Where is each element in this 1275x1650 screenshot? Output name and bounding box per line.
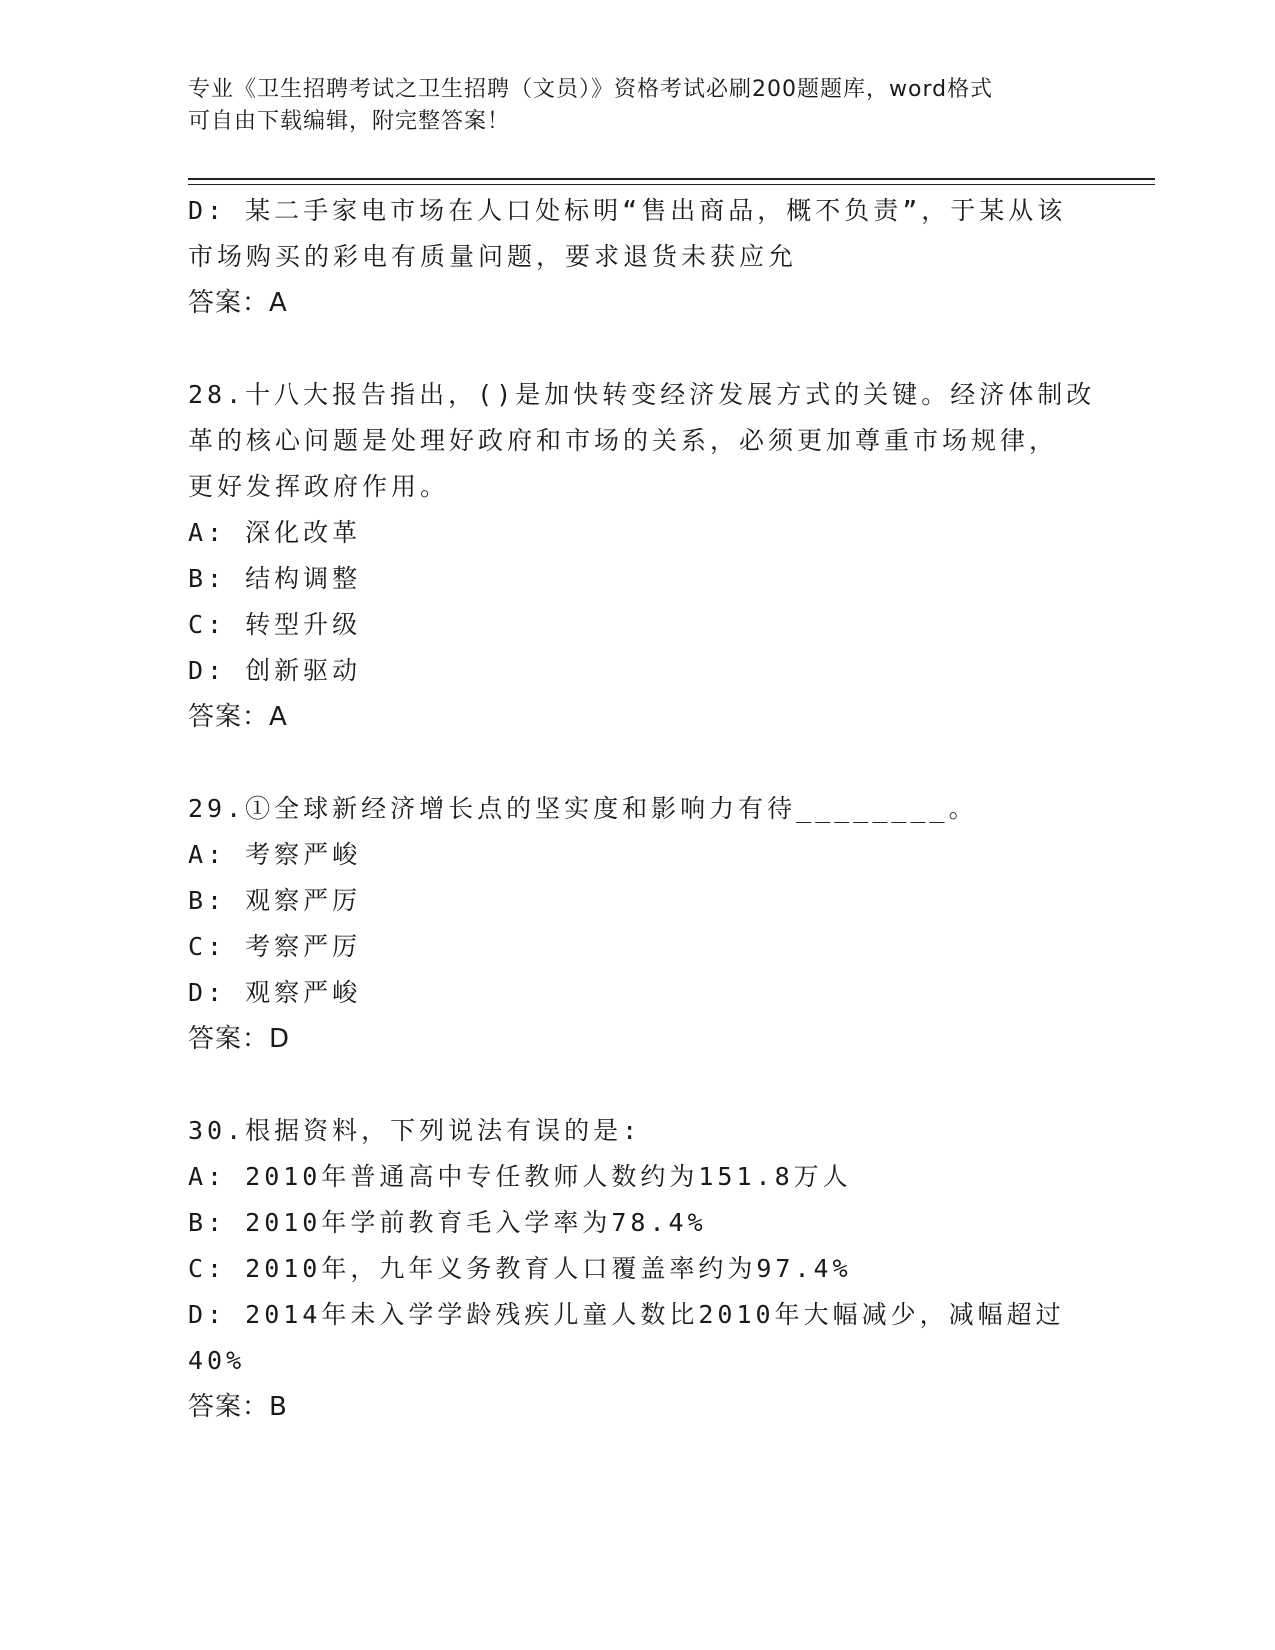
answer-label: 答案：A xyxy=(188,702,288,732)
header-title-line1: 专业《卫生招聘考试之卫生招聘（文员）》资格考试必刷200题题库，word格式 xyxy=(188,77,994,102)
question-stem-line1: 28.十八大报告指出，()是加快转变经济发展方式的关键。经济体制改 xyxy=(188,380,1096,409)
option-d-line1: D: 某二手家电市场在人口处标明“售出商品，概不负责”，于某从该 xyxy=(188,196,1067,225)
option-b: B: 结构调整 xyxy=(188,564,362,593)
header-title-line2: 可自由下载编辑，附完整答案！ xyxy=(188,109,511,134)
previous-question-tail xyxy=(188,188,1088,326)
option-b: B: 2010年学前教育毛入学率为78.4% xyxy=(188,1208,707,1237)
question-28 xyxy=(188,372,1096,740)
question-30 xyxy=(188,1108,1088,1430)
document-header xyxy=(188,74,1068,138)
question-stem-line3: 更好发挥政府作用。 xyxy=(188,472,450,501)
header-divider-thin xyxy=(188,184,1155,185)
option-d-line2: 40% xyxy=(188,1346,246,1375)
question-content xyxy=(188,188,1096,1430)
option-d-line1: D: 2014年未入学学龄残疾儿童人数比2010年大幅减少，减幅超过 xyxy=(188,1300,1065,1329)
spacer xyxy=(188,1062,1088,1108)
option-a: A: 考察严峻 xyxy=(188,840,362,869)
answer-label: 答案：B xyxy=(188,1392,288,1422)
header-divider-thick xyxy=(188,178,1155,180)
option-c: C: 转型升级 xyxy=(188,610,362,639)
answer-label: 答案：D xyxy=(188,1024,291,1054)
question-stem: 29.①全球新经济增长点的坚实度和影响力有待________。 xyxy=(188,794,978,823)
option-d-line2: 市场购买的彩电有质量问题，要求退货未获应允 xyxy=(188,242,798,271)
spacer xyxy=(188,740,1088,786)
option-c: C: 考察严厉 xyxy=(188,932,362,961)
option-a: A: 深化改革 xyxy=(188,518,362,547)
option-d: D: 观察严峻 xyxy=(188,978,362,1007)
option-a: A: 2010年普通高中专任教师人数约为151.8万人 xyxy=(188,1162,852,1191)
option-d: D: 创新驱动 xyxy=(188,656,362,685)
option-c: C: 2010年，九年义务教育人口覆盖率约为97.4% xyxy=(188,1254,852,1283)
answer-label: 答案：A xyxy=(188,288,288,318)
option-b: B: 观察严厉 xyxy=(188,886,362,915)
question-stem: 30.根据资料，下列说法有误的是: xyxy=(188,1116,642,1145)
spacer xyxy=(188,326,1088,372)
question-stem-line2: 革的核心问题是处理好政府和市场的关系，必须更加尊重市场规律， xyxy=(188,426,1059,455)
question-29 xyxy=(188,786,1088,1062)
